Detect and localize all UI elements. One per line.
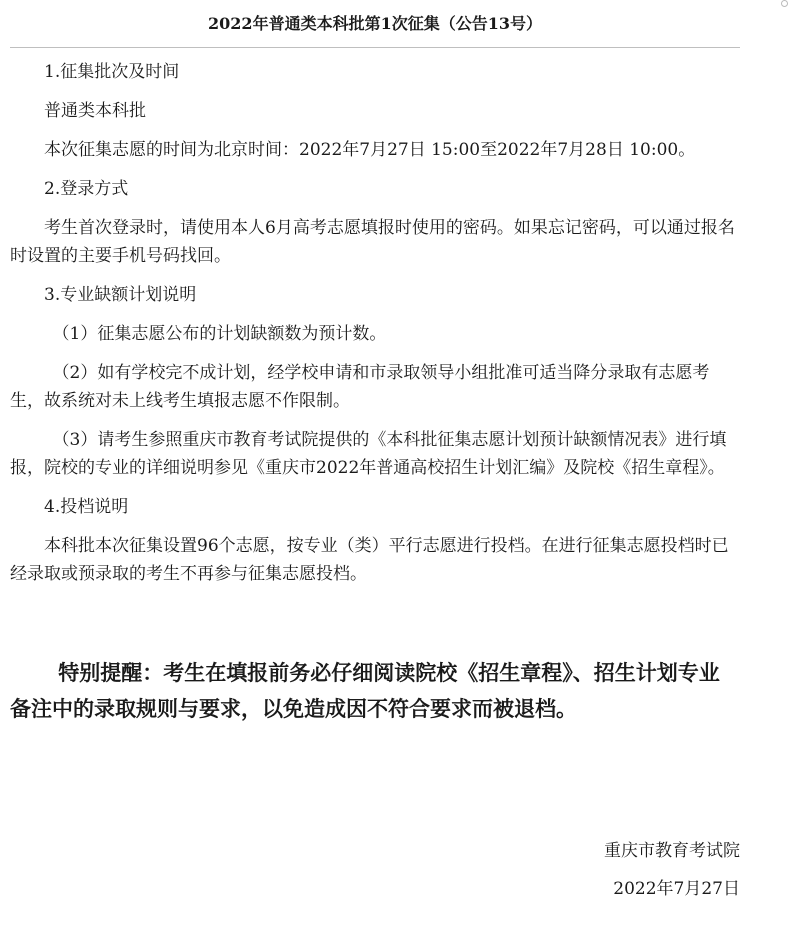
section-4-heading: 4.投档说明	[44, 497, 129, 517]
signature-date: 2022年7月27日	[613, 879, 740, 899]
section-3-item-3: （3）请考生参照重庆市教育考试院提供的《本科批征集志愿计划预计缺额情况表》进行填报，院校的专业的详细说明参见《重庆市2022年普通高校招生计划汇编》及院校《招生章程》。	[10, 430, 727, 478]
announcement-body	[10, 58, 735, 588]
signature-organization: 重庆市教育考试院	[604, 841, 740, 861]
section-1-batch: 普通类本科批	[44, 101, 146, 121]
section-1-time: 本次征集志愿的时间为北京时间：2022年7月27日 15:00至2022年7月28日 10:00。	[44, 140, 696, 160]
page-title: 2022年普通类本科批第1次征集（公告13号）	[208, 14, 542, 33]
section-3-item-1: （1）征集志愿公布的计划缺额数为预计数。	[52, 324, 387, 344]
special-reminder: 特别提醒：考生在填报前务必仔细阅读院校《招生章程》、招生计划专业备注中的录取规则与要求，以免造成因不符合要求而被退档。	[10, 661, 720, 721]
section-2-body: 考生首次登录时，请使用本人6月高考志愿填报时使用的密码。如果忘记密码，可以通过报名时设置的主要手机号码找回。	[10, 218, 735, 266]
section-2-heading: 2.登录方式	[44, 179, 129, 199]
section-1-heading: 1.征集批次及时间	[44, 62, 180, 82]
section-3-heading: 3.专业缺额计划说明	[44, 285, 197, 305]
title-divider	[10, 47, 740, 48]
section-3-item-2: （2）如有学校完不成计划，经学校申请和市录取领导小组批准可适当降分录取有志愿考生，故系统对未上线考生填报志愿不作限制。	[10, 363, 710, 411]
section-4-body: 本科批本次征集设置96个志愿，按专业（类）平行志愿进行投档。在进行征集志愿投档时已经录取或预录取的考生不再参与征集志愿投档。	[10, 536, 729, 584]
corner-circle-icon	[781, 0, 788, 7]
